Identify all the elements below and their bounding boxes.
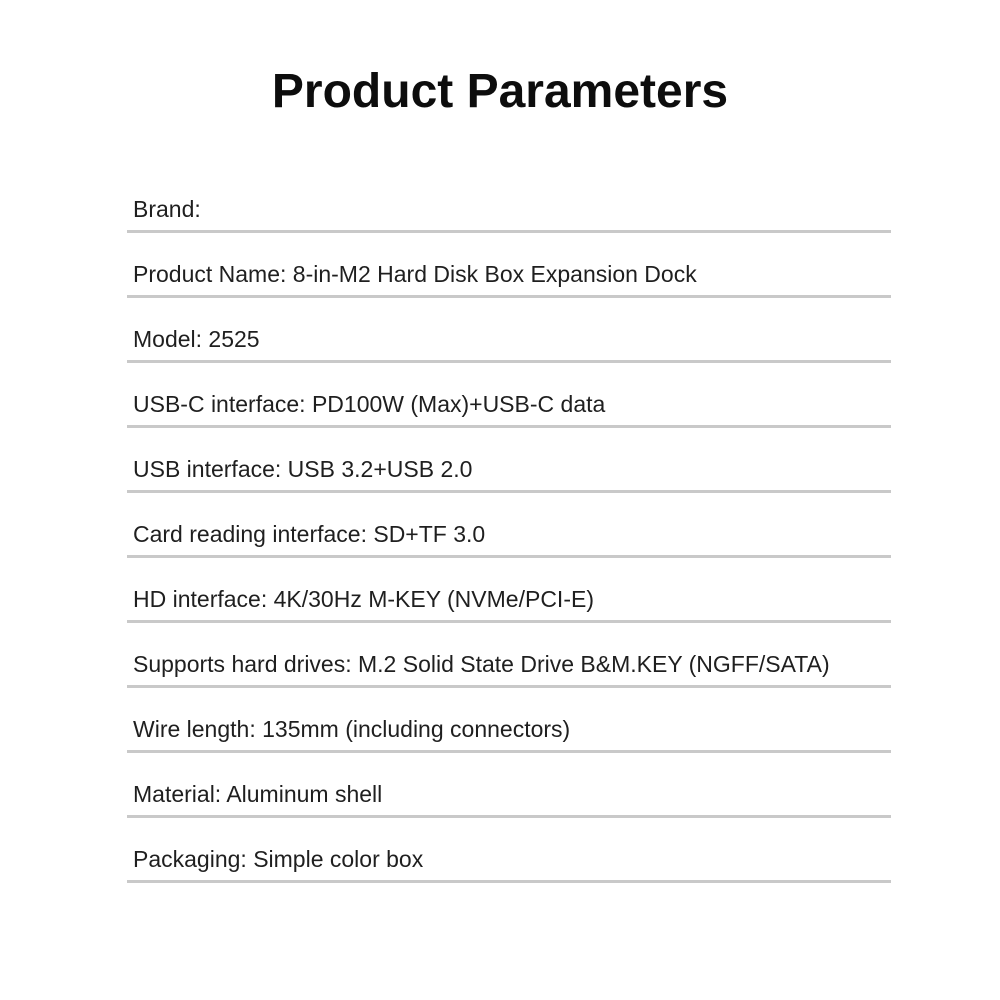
parameter-row-brand	[127, 168, 891, 233]
parameter-text: USB interface: USB 3.2+USB 2.0	[133, 456, 473, 482]
parameter-row-hd-interface	[127, 558, 891, 623]
page-title: Product Parameters	[271, 65, 729, 118]
parameter-text: Wire length: 135mm (including connectors)	[133, 716, 571, 742]
parameter-row-model	[127, 298, 891, 363]
parameter-text: Product Name: 8-in-M2 Hard Disk Box Expansion Dock	[133, 261, 697, 287]
parameter-row-material	[127, 753, 891, 818]
parameter-row-wire-length	[127, 688, 891, 753]
parameter-row-product-name	[127, 233, 891, 298]
parameter-text: Card reading interface: SD+TF 3.0	[133, 521, 486, 547]
parameter-text: HD interface: 4K/30Hz M-KEY (NVMe/PCI-E)	[133, 586, 594, 612]
parameter-list	[127, 168, 891, 883]
parameter-text: Material: Aluminum shell	[133, 781, 383, 807]
parameter-text: Supports hard drives: M.2 Solid State Drive B&M.KEY (NGFF/SATA)	[133, 651, 830, 677]
parameter-row-card-reading	[127, 493, 891, 558]
parameter-text: USB-C interface: PD100W (Max)+USB-C data	[133, 391, 606, 417]
parameter-row-supported-drives	[127, 623, 891, 688]
parameter-row-packaging	[127, 818, 891, 883]
parameter-text: Model: 2525	[133, 326, 260, 352]
parameter-row-usb-interface	[127, 428, 891, 493]
parameter-row-usb-c-interface	[127, 363, 891, 428]
parameter-text: Packaging: Simple color box	[133, 846, 424, 872]
parameter-text: Brand:	[133, 196, 201, 222]
